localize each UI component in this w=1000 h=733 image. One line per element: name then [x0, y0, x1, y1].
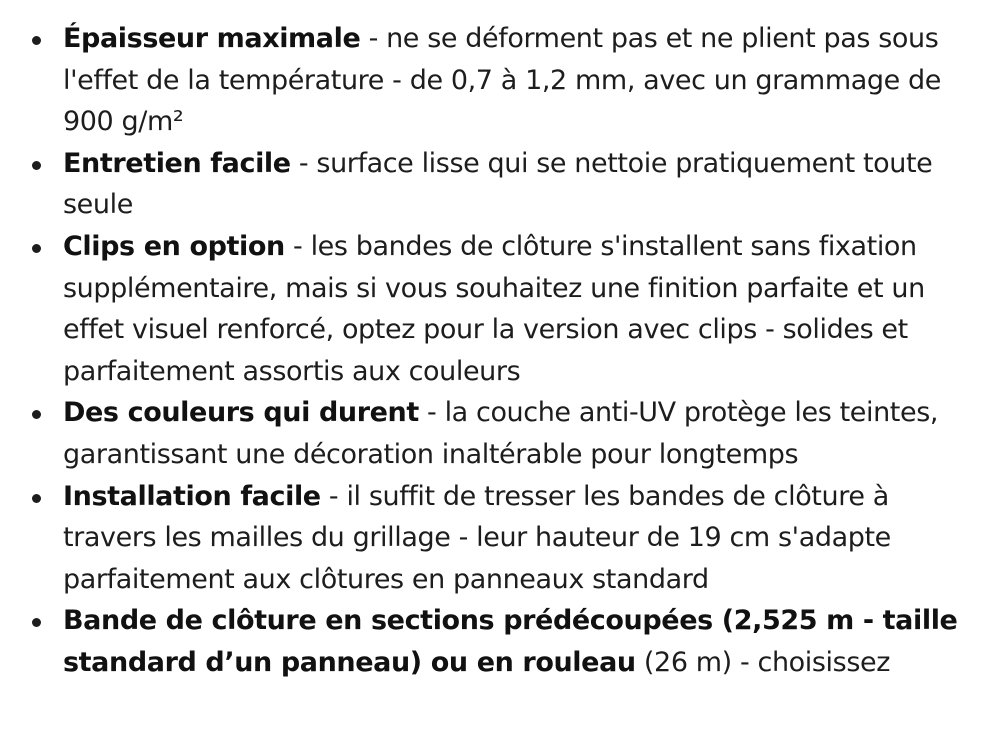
- list-item: [0, 18, 1000, 143]
- feature-description: - la couche anti-UV protège les teintes, garantissant une décoration inaltérable pour longtemps: [63, 397, 939, 470]
- list-item: [0, 392, 1000, 475]
- list-item: [0, 226, 1000, 392]
- feature-title: Bande de clôture en sections prédécoupées (2,525 m - taille standard d’un panneau) ou en rouleau: [63, 605, 958, 678]
- feature-title: Clips en option: [63, 230, 285, 262]
- bullet-dot-icon: [32, 410, 41, 419]
- feature-title: Épaisseur maximale: [63, 23, 361, 54]
- bullet-dot-icon: [32, 494, 41, 503]
- feature-description: - surface lisse qui se nettoie pratiquement toute seule: [63, 147, 933, 221]
- list-item: [0, 143, 1000, 226]
- feature-description: (26 m) - choisissez: [635, 646, 890, 678]
- feature-description: - ne se déforment pas et ne plient pas sous l'effet de la température - de 0,7 à 1,2 mm, avec un grammage de 900 g/m²: [63, 23, 941, 138]
- feature-description: - il suffit de tresser les bandes de clôture à travers les mailles du grillage - leur hauteur de 19 cm s'adapte parfaitement aux clôtures en panneaux standard: [63, 480, 891, 595]
- list-item: [0, 476, 1000, 601]
- feature-title: Des couleurs qui durent: [63, 397, 419, 429]
- feature-description: - les bandes de clôture s'installent sans fixation supplémentaire, mais si vous souhaitez une finition parfaite et un effet visuel renforcé, optez pour la version avec clips - solides et parfaitement assortis aux couleurs: [63, 230, 925, 387]
- bullet-dot-icon: [32, 244, 41, 253]
- feature-title: Entretien facile: [63, 147, 291, 179]
- bullet-dot-icon: [32, 161, 41, 170]
- bullet-dot-icon: [32, 618, 41, 627]
- feature-list: [0, 18, 1000, 684]
- list-item: [0, 600, 1000, 683]
- bullet-dot-icon: [32, 36, 41, 45]
- feature-title: Installation facile: [63, 480, 321, 512]
